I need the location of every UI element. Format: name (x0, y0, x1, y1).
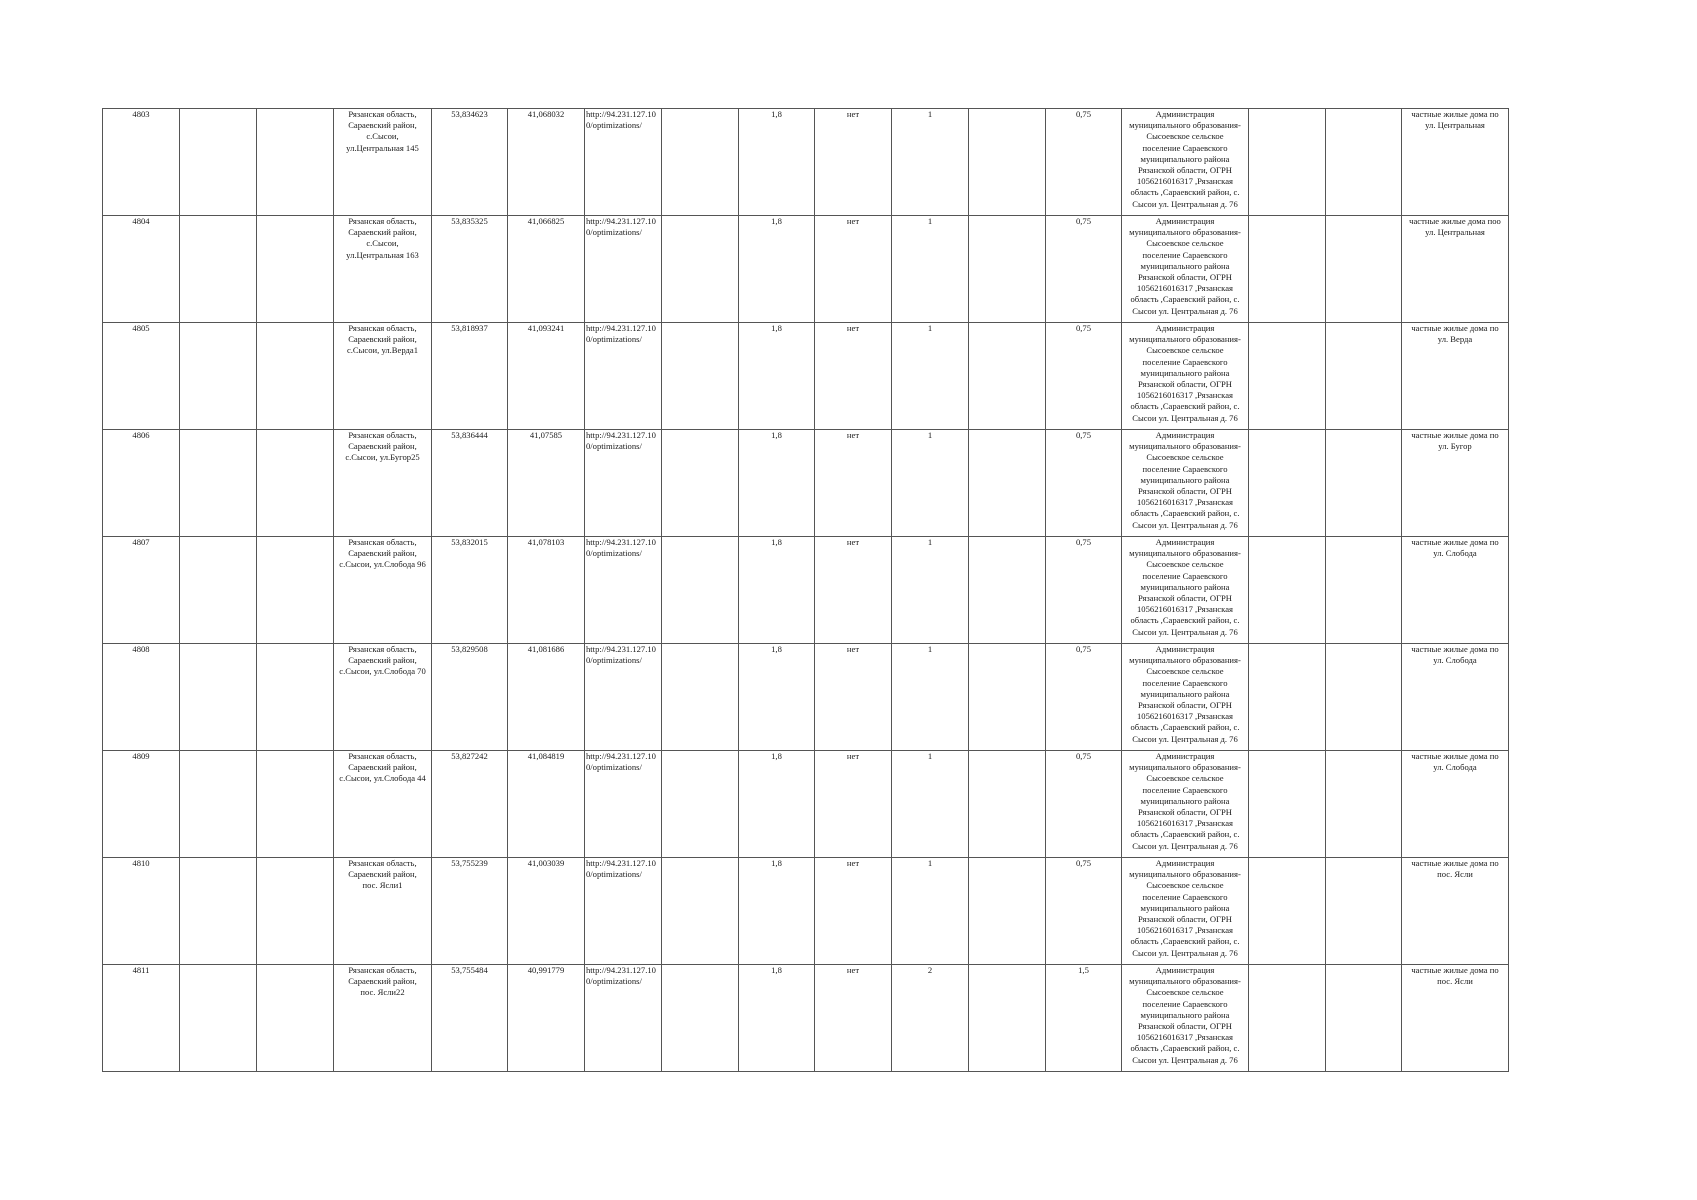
scheme-link-cell: http://94.231.127.10 0/optimizations/ (585, 644, 662, 751)
empty-cell (662, 537, 739, 644)
latitude-cell: 53,836444 (432, 430, 508, 537)
volume-cell: 0,75 (1046, 537, 1122, 644)
owner-cell: Администрация муниципального образования- Сысоевское сельское поселение Сараевского муниципального района Рязанской области, ОГРН 1056216016317 ,Рязанская область ,Сараевский район, с. Сысои ул. Центральная д. 76 (1122, 965, 1249, 1072)
empty-cell (969, 109, 1046, 216)
owner-cell: Администрация муниципального образования- Сысоевское сельское поселение Сараевского муниципального района Рязанской области, ОГРН 1056216016317 ,Рязанская область ,Сараевский район, с. Сысои ул. Центральная д. 76 (1122, 109, 1249, 216)
empty-cell (662, 323, 739, 430)
area-cell: 1,8 (739, 430, 815, 537)
empty-cell (1249, 965, 1326, 1072)
record-number: 4810 (103, 858, 180, 965)
empty-cell (257, 751, 334, 858)
owner-cell: Администрация муниципального образования- Сысоевское сельское поселение Сараевского муниципального района Рязанской области, ОГРН 1056216016317 ,Рязанская область ,Сараевский район, с. Сысои ул. Центральная д. 76 (1122, 751, 1249, 858)
empty-cell (1326, 537, 1402, 644)
volume-cell: 1,5 (1046, 965, 1122, 1072)
empty-cell (969, 323, 1046, 430)
cover-cell: нет (815, 430, 892, 537)
latitude-cell: 53,818937 (432, 323, 508, 430)
container-count-cell: 1 (892, 537, 969, 644)
latitude-cell: 53,835325 (432, 216, 508, 323)
table-body (103, 109, 1509, 1072)
longitude-cell: 41,084819 (508, 751, 585, 858)
latitude-cell: 53,755484 (432, 965, 508, 1072)
waste-sources-cell: частные жилые дома по ул. Верда (1402, 323, 1509, 430)
empty-cell (257, 644, 334, 751)
empty-cell (662, 216, 739, 323)
container-count-cell: 1 (892, 430, 969, 537)
empty-cell (1249, 216, 1326, 323)
volume-cell: 0,75 (1046, 751, 1122, 858)
empty-cell (180, 644, 257, 751)
owner-cell: Администрация муниципального образования- Сысоевское сельское поселение Сараевского муниципального района Рязанской области, ОГРН 1056216016317 ,Рязанская область ,Сараевский район, с. Сысои ул. Центральная д. 76 (1122, 537, 1249, 644)
container-count-cell: 1 (892, 858, 969, 965)
record-number: 4811 (103, 965, 180, 1072)
table-row (103, 965, 1509, 1072)
empty-cell (180, 430, 257, 537)
longitude-cell: 41,066825 (508, 216, 585, 323)
owner-cell: Администрация муниципального образования- Сысоевское сельское поселение Сараевского муниципального района Рязанской области, ОГРН 1056216016317 ,Рязанская область ,Сараевский район, с. Сысои ул. Центральная д. 76 (1122, 644, 1249, 751)
cover-cell: нет (815, 537, 892, 644)
empty-cell (1249, 644, 1326, 751)
waste-sources-cell: частные жилые дома по ул. Бугор (1402, 430, 1509, 537)
cover-cell: нет (815, 644, 892, 751)
waste-sources-cell: частные жилые дома по ул. Слобода (1402, 644, 1509, 751)
empty-cell (662, 109, 739, 216)
table-row (103, 751, 1509, 858)
empty-cell (969, 216, 1046, 323)
empty-cell (1326, 323, 1402, 430)
empty-cell (662, 644, 739, 751)
scheme-link-cell: http://94.231.127.10 0/optimizations/ (585, 216, 662, 323)
longitude-cell: 41,081686 (508, 644, 585, 751)
scheme-link-cell: http://94.231.127.10 0/optimizations/ (585, 965, 662, 1072)
latitude-cell: 53,827242 (432, 751, 508, 858)
container-count-cell: 1 (892, 109, 969, 216)
empty-cell (1249, 323, 1326, 430)
empty-cell (1326, 965, 1402, 1072)
empty-cell (1249, 109, 1326, 216)
area-cell: 1,8 (739, 751, 815, 858)
longitude-cell: 41,07585 (508, 430, 585, 537)
empty-cell (662, 751, 739, 858)
area-cell: 1,8 (739, 216, 815, 323)
empty-cell (257, 216, 334, 323)
area-cell: 1,8 (739, 109, 815, 216)
empty-cell (180, 965, 257, 1072)
empty-cell (969, 965, 1046, 1072)
latitude-cell: 53,832015 (432, 537, 508, 644)
empty-cell (969, 751, 1046, 858)
table-row (103, 323, 1509, 430)
empty-cell (969, 644, 1046, 751)
area-cell: 1,8 (739, 644, 815, 751)
address-cell: Рязанская область, Сараевский район, с.Сысои, ул.Бугор25 (334, 430, 432, 537)
empty-cell (1249, 537, 1326, 644)
owner-cell: Администрация муниципального образования- Сысоевское сельское поселение Сараевского муниципального района Рязанской области, ОГРН 1056216016317 ,Рязанская область ,Сараевский район, с. Сысои ул. Центральная д. 76 (1122, 858, 1249, 965)
volume-cell: 0,75 (1046, 109, 1122, 216)
cover-cell: нет (815, 216, 892, 323)
scheme-link-cell: http://94.231.127.10 0/optimizations/ (585, 751, 662, 858)
empty-cell (257, 858, 334, 965)
address-cell: Рязанская область, Сараевский район, пос. Ясли1 (334, 858, 432, 965)
table-row (103, 537, 1509, 644)
empty-cell (180, 323, 257, 430)
address-cell: Рязанская область, Сараевский район, с.Сысои, ул.Слобода 96 (334, 537, 432, 644)
cover-cell: нет (815, 323, 892, 430)
empty-cell (180, 751, 257, 858)
scheme-link-cell: http://94.231.127.10 0/optimizations/ (585, 537, 662, 644)
container-count-cell: 1 (892, 644, 969, 751)
area-cell: 1,8 (739, 537, 815, 644)
empty-cell (1326, 216, 1402, 323)
cover-cell: нет (815, 965, 892, 1072)
empty-cell (662, 430, 739, 537)
record-number: 4803 (103, 109, 180, 216)
waste-sources-cell: частные жилые дома по ул. Слобода (1402, 537, 1509, 644)
owner-cell: Администрация муниципального образования- Сысоевское сельское поселение Сараевского муниципального района Рязанской области, ОГРН 1056216016317 ,Рязанская область ,Сараевский район, с. Сысои ул. Центральная д. 76 (1122, 323, 1249, 430)
empty-cell (257, 965, 334, 1072)
empty-cell (969, 430, 1046, 537)
owner-cell: Администрация муниципального образования- Сысоевское сельское поселение Сараевского муниципального района Рязанской области, ОГРН 1056216016317 ,Рязанская область ,Сараевский район, с. Сысои ул. Центральная д. 76 (1122, 216, 1249, 323)
empty-cell (969, 537, 1046, 644)
address-cell: Рязанская область, Сараевский район, пос. Ясли22 (334, 965, 432, 1072)
volume-cell: 0,75 (1046, 216, 1122, 323)
record-number: 4807 (103, 537, 180, 644)
empty-cell (257, 109, 334, 216)
address-cell: Рязанская область, Сараевский район, с.Сысои, ул.Центральная 145 (334, 109, 432, 216)
latitude-cell: 53,829508 (432, 644, 508, 751)
empty-cell (1249, 858, 1326, 965)
record-number: 4808 (103, 644, 180, 751)
address-cell: Рязанская область, Сараевский район, с.Сысои, ул.Слобода 70 (334, 644, 432, 751)
empty-cell (1326, 109, 1402, 216)
record-number: 4806 (103, 430, 180, 537)
empty-cell (1326, 430, 1402, 537)
address-cell: Рязанская область, Сараевский район, с.Сысои, ул.Центральная 163 (334, 216, 432, 323)
table-row (103, 858, 1509, 965)
cover-cell: нет (815, 858, 892, 965)
scheme-link-cell: http://94.231.127.10 0/optimizations/ (585, 858, 662, 965)
registry-table (102, 108, 1509, 1072)
volume-cell: 0,75 (1046, 644, 1122, 751)
waste-sources-cell: частные жилые дома по ул. Центральная (1402, 109, 1509, 216)
address-cell: Рязанская область, Сараевский район, с.Сысои, ул.Слобода 44 (334, 751, 432, 858)
waste-sources-cell: частные жилые дома по пос. Ясли (1402, 858, 1509, 965)
container-count-cell: 1 (892, 216, 969, 323)
record-number: 4804 (103, 216, 180, 323)
owner-cell: Администрация муниципального образования- Сысоевское сельское поселение Сараевского муниципального района Рязанской области, ОГРН 1056216016317 ,Рязанская область ,Сараевский район, с. Сысои ул. Центральная д. 76 (1122, 430, 1249, 537)
table-row (103, 430, 1509, 537)
record-number: 4805 (103, 323, 180, 430)
empty-cell (257, 537, 334, 644)
empty-cell (662, 965, 739, 1072)
volume-cell: 0,75 (1046, 323, 1122, 430)
container-count-cell: 1 (892, 751, 969, 858)
latitude-cell: 53,755239 (432, 858, 508, 965)
area-cell: 1,8 (739, 965, 815, 1072)
scheme-link-cell: http://94.231.127.10 0/optimizations/ (585, 430, 662, 537)
container-count-cell: 1 (892, 323, 969, 430)
empty-cell (1249, 751, 1326, 858)
longitude-cell: 41,003039 (508, 858, 585, 965)
area-cell: 1,8 (739, 858, 815, 965)
container-count-cell: 2 (892, 965, 969, 1072)
empty-cell (180, 216, 257, 323)
empty-cell (180, 537, 257, 644)
waste-sources-cell: частные жилые дома поо ул. Центральная (1402, 216, 1509, 323)
scheme-link-cell: http://94.231.127.10 0/optimizations/ (585, 323, 662, 430)
cover-cell: нет (815, 109, 892, 216)
record-number: 4809 (103, 751, 180, 858)
longitude-cell: 41,093241 (508, 323, 585, 430)
longitude-cell: 41,078103 (508, 537, 585, 644)
empty-cell (1326, 751, 1402, 858)
area-cell: 1,8 (739, 323, 815, 430)
latitude-cell: 53,834623 (432, 109, 508, 216)
waste-sources-cell: частные жилые дома по ул. Слобода (1402, 751, 1509, 858)
scheme-link-cell: http://94.231.127.10 0/optimizations/ (585, 109, 662, 216)
empty-cell (662, 858, 739, 965)
table-row (103, 644, 1509, 751)
empty-cell (1249, 430, 1326, 537)
empty-cell (257, 323, 334, 430)
table-row (103, 216, 1509, 323)
address-cell: Рязанская область, Сараевский район, с.Сысои, ул.Верда1 (334, 323, 432, 430)
empty-cell (1326, 858, 1402, 965)
table-row (103, 109, 1509, 216)
volume-cell: 0,75 (1046, 858, 1122, 965)
empty-cell (969, 858, 1046, 965)
empty-cell (1326, 644, 1402, 751)
empty-cell (257, 430, 334, 537)
volume-cell: 0,75 (1046, 430, 1122, 537)
longitude-cell: 41,068032 (508, 109, 585, 216)
empty-cell (180, 858, 257, 965)
waste-sources-cell: частные жилые дома по пос. Ясли (1402, 965, 1509, 1072)
empty-cell (180, 109, 257, 216)
cover-cell: нет (815, 751, 892, 858)
longitude-cell: 40,991779 (508, 965, 585, 1072)
